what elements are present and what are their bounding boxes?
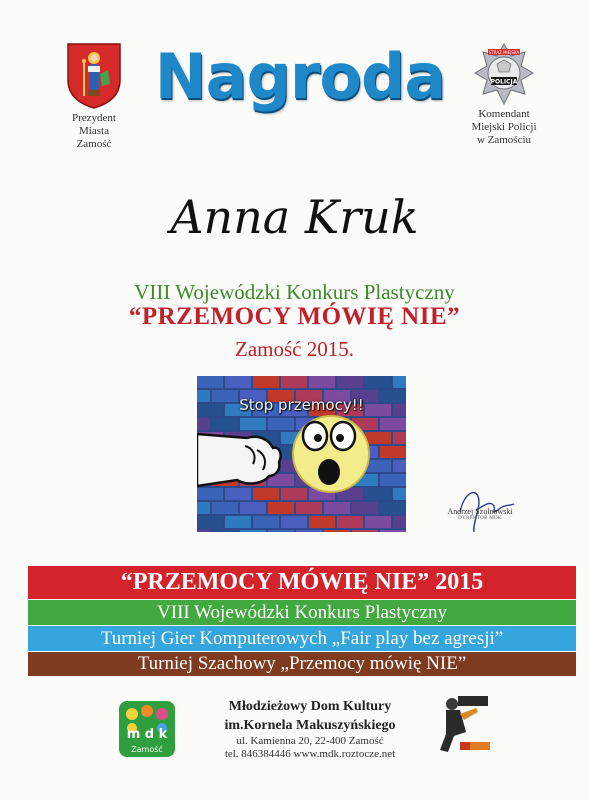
brick xyxy=(281,488,307,500)
brick xyxy=(197,488,223,500)
org-name-line: im.Kornela Makuszyńskiego xyxy=(224,718,396,733)
brick xyxy=(197,418,210,430)
brick xyxy=(380,530,406,532)
brick xyxy=(225,516,251,528)
brick xyxy=(281,376,307,388)
brick xyxy=(253,516,279,528)
brick xyxy=(197,376,223,388)
brick xyxy=(324,502,350,514)
mdk-logo-caption: Zamość xyxy=(131,745,163,754)
brick xyxy=(212,530,238,532)
org-name-line: Młodzieżowy Dom Kultury xyxy=(228,699,392,714)
band-event-title: “PRZEMOCY MÓWIĘ NIE” 2015 xyxy=(28,566,576,599)
organization-address: ul. Kamienna 20, 22-400 Zamość xyxy=(236,735,384,747)
police-badge-text: POLICJA xyxy=(490,78,518,86)
brick xyxy=(309,516,335,528)
band-art-contest: VIII Wojewódzki Konkurs Plastyczny xyxy=(28,600,576,625)
brick xyxy=(309,376,335,388)
police-commander-caption xyxy=(448,108,560,147)
brick xyxy=(337,516,363,528)
brick xyxy=(253,488,279,500)
artwork-caption: Stop przemocy!! xyxy=(239,396,364,414)
mdk-logo-icon xyxy=(118,700,176,758)
brick xyxy=(337,376,363,388)
brick xyxy=(268,530,294,532)
brick xyxy=(365,432,391,444)
police-badge-icon xyxy=(473,42,535,106)
brick xyxy=(296,530,322,532)
brick xyxy=(393,516,406,528)
brick xyxy=(393,376,406,388)
brick xyxy=(393,460,406,472)
brick xyxy=(197,516,223,528)
organization-contact: tel. 846384446 www.mdk.roztocze.net xyxy=(224,748,396,760)
brick xyxy=(380,502,406,514)
brick xyxy=(240,418,266,430)
signatory-name: Andrzej Szulnowski xyxy=(447,507,513,516)
contest-place-year: Zamość 2015. xyxy=(235,337,354,361)
brick xyxy=(352,502,378,514)
caption-line: Miejski Policji xyxy=(471,121,537,133)
caption-line: w Zamościu xyxy=(476,134,532,146)
police-badge-top-text: STRAŻ MIEJSKA xyxy=(488,50,520,55)
organization-name xyxy=(190,697,430,735)
caption-line: Miasta xyxy=(79,125,109,137)
brick xyxy=(324,530,350,532)
brick xyxy=(365,488,391,500)
brick xyxy=(365,376,391,388)
brick xyxy=(380,474,406,486)
city-coat-of-arms-icon xyxy=(64,40,124,110)
signatory-role: DYREKTOR MDK xyxy=(458,516,502,521)
sponsor-logo-icon xyxy=(432,692,492,754)
brick xyxy=(225,376,251,388)
brick xyxy=(268,502,294,514)
mdk-logo-letters: m d k xyxy=(126,727,168,742)
brick xyxy=(212,502,238,514)
award-title: Nagroda xyxy=(154,40,446,113)
brick xyxy=(380,418,406,430)
band-computer-games: Turniej Gier Komputerowych „Fair play bez agresji” xyxy=(28,626,576,651)
brick xyxy=(393,488,406,500)
brick xyxy=(253,376,279,388)
brick xyxy=(212,418,238,430)
caption-line: Prezydent xyxy=(72,112,116,124)
brick xyxy=(365,516,391,528)
brick xyxy=(393,432,406,444)
contest-subtitle: VIII Wojewódzki Konkurs Plastyczny xyxy=(134,280,455,304)
brick xyxy=(225,488,251,500)
brick xyxy=(268,418,294,430)
brick xyxy=(352,530,378,532)
brick xyxy=(197,502,210,514)
brick xyxy=(240,502,266,514)
caption-line: Zamość xyxy=(76,138,112,150)
caption-line: Komendant xyxy=(478,108,530,120)
band-chess-tournament: Turniej Szachowy „Przemocy mówię NIE” xyxy=(28,652,576,676)
recipient-name: Anna Kruk xyxy=(170,190,419,244)
artwork-image xyxy=(197,376,406,532)
contest-slogan: “PRZEMOCY MÓWIĘ NIE” xyxy=(128,303,461,330)
city-president-caption xyxy=(52,112,136,151)
brick xyxy=(281,516,307,528)
brick xyxy=(296,502,322,514)
brick xyxy=(380,446,406,458)
brick xyxy=(197,530,210,532)
brick xyxy=(240,530,266,532)
